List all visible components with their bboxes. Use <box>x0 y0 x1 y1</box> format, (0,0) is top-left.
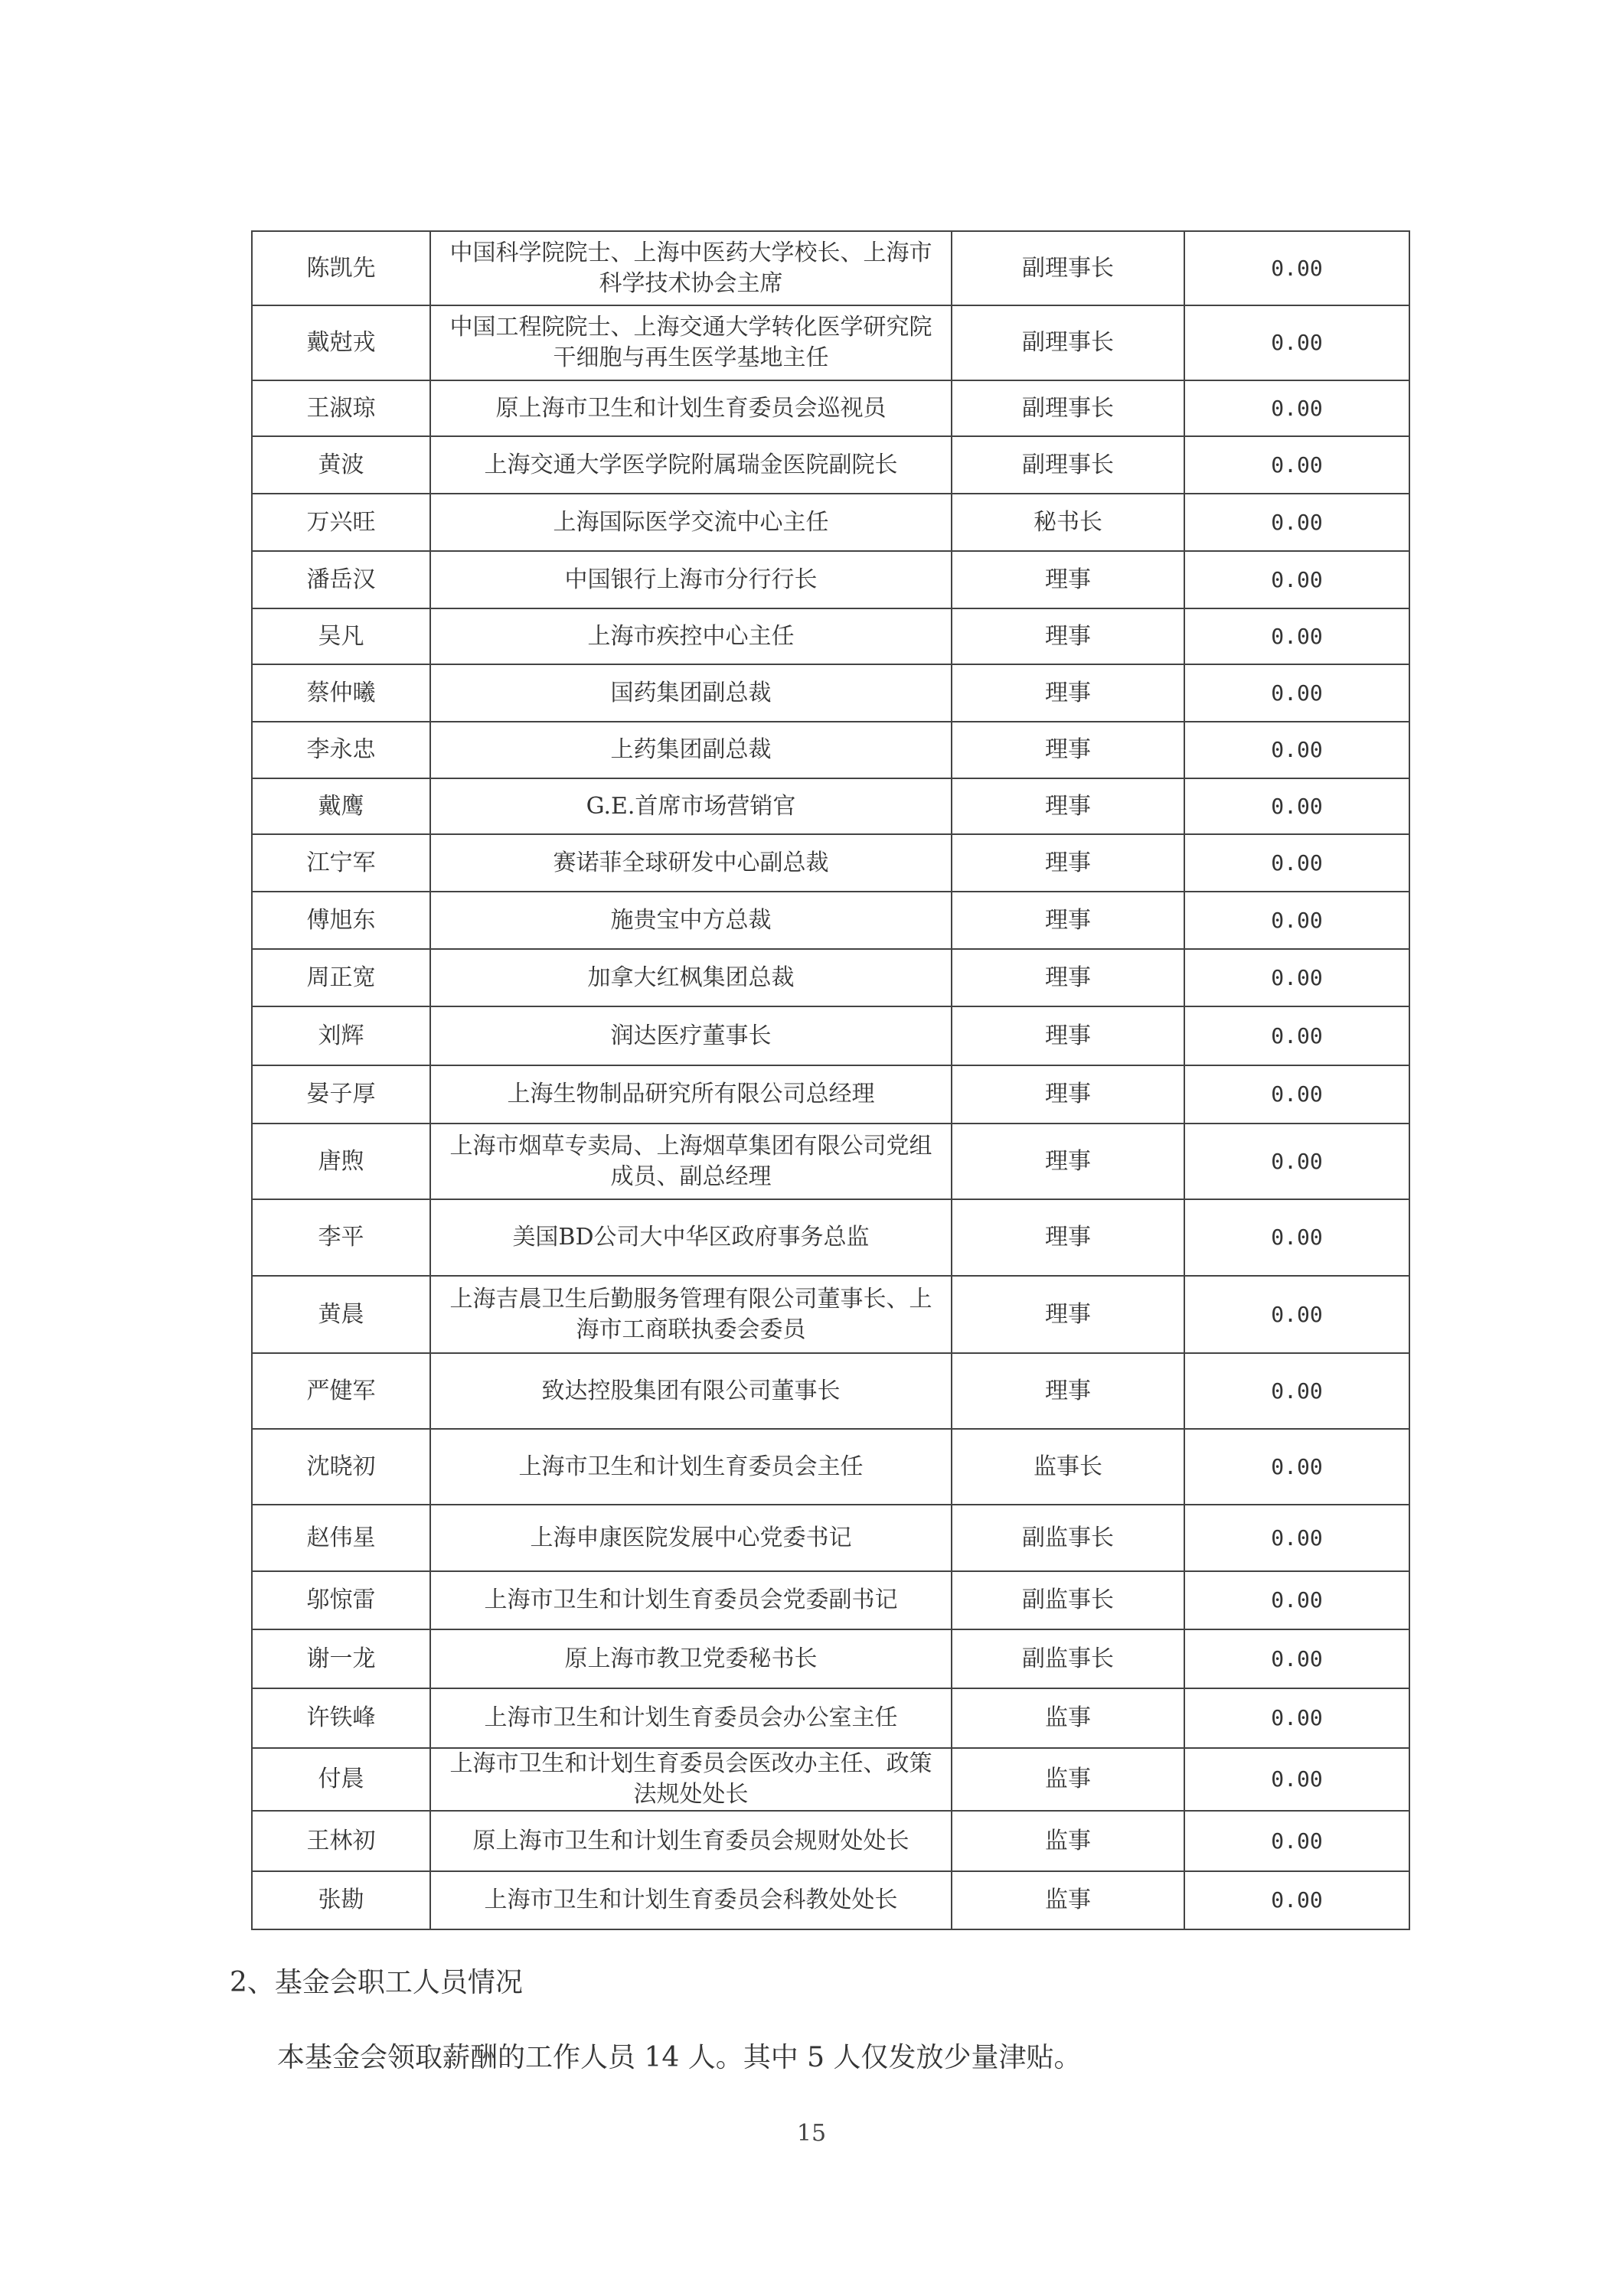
member-position: 上海国际医学交流中心主任 <box>430 494 952 551</box>
member-pay: 0.00 <box>1184 722 1409 778</box>
table-row <box>252 1065 1409 1124</box>
member-position: 原上海市卫生和计划生育委员会规财处处长 <box>430 1811 952 1871</box>
member-role: 理事 <box>952 551 1184 608</box>
table-row <box>252 1276 1409 1353</box>
member-pay: 0.00 <box>1184 1353 1409 1429</box>
table-row <box>252 1748 1409 1811</box>
member-name: 傅旭东 <box>252 892 430 949</box>
table-row <box>252 436 1409 494</box>
member-pay: 0.00 <box>1184 1199 1409 1276</box>
member-name: 潘岳汉 <box>252 551 430 608</box>
member-role: 理事 <box>952 664 1184 722</box>
table-row <box>252 949 1409 1006</box>
member-role: 副理事长 <box>952 305 1184 380</box>
member-position: 上海申康医院发展中心党委书记 <box>430 1505 952 1571</box>
member-pay: 0.00 <box>1184 1006 1409 1065</box>
member-role: 副理事长 <box>952 231 1184 305</box>
table-row <box>252 722 1409 778</box>
table-row <box>252 1688 1409 1748</box>
member-name: 谢一龙 <box>252 1629 430 1688</box>
section-heading: 2、基金会职工人员情况 <box>230 1967 523 1998</box>
member-pay: 0.00 <box>1184 436 1409 494</box>
member-pay: 0.00 <box>1184 1276 1409 1353</box>
member-position: 上海市卫生和计划生育委员会办公室主任 <box>430 1688 952 1748</box>
member-pay: 0.00 <box>1184 608 1409 664</box>
member-role: 监事 <box>952 1688 1184 1748</box>
table-row <box>252 834 1409 892</box>
member-position: 上海市卫生和计划生育委员会党委副书记 <box>430 1571 952 1629</box>
member-position: 上海市疾控中心主任 <box>430 608 952 664</box>
table-row <box>252 1811 1409 1871</box>
member-name: 万兴旺 <box>252 494 430 551</box>
table-row <box>252 1571 1409 1629</box>
table-row <box>252 305 1409 380</box>
member-pay: 0.00 <box>1184 231 1409 305</box>
table-row <box>252 778 1409 834</box>
member-role: 副监事长 <box>952 1505 1184 1571</box>
table-row <box>252 551 1409 608</box>
member-position: 上海市卫生和计划生育委员会科教处处长 <box>430 1871 952 1929</box>
table-row <box>252 494 1409 551</box>
member-pay: 0.00 <box>1184 892 1409 949</box>
staff-paragraph: 本基金会领取薪酬的工作人员 14 人。其中 5 人仅发放少量津贴。 <box>277 2042 1082 2073</box>
member-position: 上药集团副总裁 <box>430 722 952 778</box>
member-role: 秘书长 <box>952 494 1184 551</box>
member-name: 沈晓初 <box>252 1429 430 1505</box>
member-name: 晏子厚 <box>252 1065 430 1124</box>
member-role: 副监事长 <box>952 1571 1184 1629</box>
member-name: 黄波 <box>252 436 430 494</box>
member-role: 副监事长 <box>952 1629 1184 1688</box>
member-name: 邬惊雷 <box>252 1571 430 1629</box>
table-row <box>252 892 1409 949</box>
member-name: 王林初 <box>252 1811 430 1871</box>
table-row <box>252 231 1409 305</box>
member-pay: 0.00 <box>1184 1124 1409 1199</box>
member-role: 理事 <box>952 1124 1184 1199</box>
member-role: 理事 <box>952 892 1184 949</box>
member-role: 监事 <box>952 1748 1184 1811</box>
member-role: 理事 <box>952 778 1184 834</box>
member-name: 戴鹰 <box>252 778 430 834</box>
member-position: 美国BD公司大中华区政府事务总监 <box>430 1199 952 1276</box>
member-pay: 0.00 <box>1184 1629 1409 1688</box>
member-role: 理事 <box>952 1006 1184 1065</box>
member-name: 许铁峰 <box>252 1688 430 1748</box>
member-position: 施贵宝中方总裁 <box>430 892 952 949</box>
table-row <box>252 380 1409 436</box>
member-role: 副理事长 <box>952 380 1184 436</box>
member-pay: 0.00 <box>1184 1429 1409 1505</box>
member-position: 致达控股集团有限公司董事长 <box>430 1353 952 1429</box>
member-role: 理事 <box>952 834 1184 892</box>
member-pay: 0.00 <box>1184 1871 1409 1929</box>
table-row <box>252 1871 1409 1929</box>
member-role: 监事长 <box>952 1429 1184 1505</box>
member-position: 国药集团副总裁 <box>430 664 952 722</box>
board-compensation-table <box>251 230 1410 1930</box>
member-role: 监事 <box>952 1811 1184 1871</box>
table-row <box>252 1505 1409 1571</box>
member-position: 加拿大红枫集团总裁 <box>430 949 952 1006</box>
member-name: 张勘 <box>252 1871 430 1929</box>
table-row <box>252 608 1409 664</box>
table-row <box>252 1629 1409 1688</box>
member-position: 原上海市教卫党委秘书长 <box>430 1629 952 1688</box>
member-role: 理事 <box>952 1353 1184 1429</box>
member-pay: 0.00 <box>1184 1505 1409 1571</box>
member-name: 蔡仲曦 <box>252 664 430 722</box>
table-row <box>252 1429 1409 1505</box>
member-name: 严健军 <box>252 1353 430 1429</box>
member-position: 上海生物制品研究所有限公司总经理 <box>430 1065 952 1124</box>
table-row <box>252 1006 1409 1065</box>
member-name: 赵伟星 <box>252 1505 430 1571</box>
member-pay: 0.00 <box>1184 551 1409 608</box>
table-row <box>252 1353 1409 1429</box>
member-role: 理事 <box>952 1276 1184 1353</box>
member-pay: 0.00 <box>1184 778 1409 834</box>
member-name: 陈凯先 <box>252 231 430 305</box>
member-position: 原上海市卫生和计划生育委员会巡视员 <box>430 380 952 436</box>
member-name: 李永忠 <box>252 722 430 778</box>
member-position: 中国科学院院士、上海中医药大学校长、上海市科学技术协会主席 <box>430 231 952 305</box>
member-name: 刘辉 <box>252 1006 430 1065</box>
table-row <box>252 1124 1409 1199</box>
member-role: 理事 <box>952 1065 1184 1124</box>
member-role: 理事 <box>952 722 1184 778</box>
member-pay: 0.00 <box>1184 834 1409 892</box>
member-position: 润达医疗董事长 <box>430 1006 952 1065</box>
member-pay: 0.00 <box>1184 380 1409 436</box>
member-position: 上海市烟草专卖局、上海烟草集团有限公司党组成员、副总经理 <box>430 1124 952 1199</box>
member-pay: 0.00 <box>1184 1811 1409 1871</box>
member-position: 上海市卫生和计划生育委员会主任 <box>430 1429 952 1505</box>
member-pay: 0.00 <box>1184 1688 1409 1748</box>
member-position: 上海吉晨卫生后勤服务管理有限公司董事长、上海市工商联执委会委员 <box>430 1276 952 1353</box>
member-pay: 0.00 <box>1184 949 1409 1006</box>
table-row <box>252 664 1409 722</box>
table-row <box>252 1199 1409 1276</box>
member-position: 中国工程院院士、上海交通大学转化医学研究院干细胞与再生医学基地主任 <box>430 305 952 380</box>
member-name: 戴尅戎 <box>252 305 430 380</box>
member-pay: 0.00 <box>1184 305 1409 380</box>
member-pay: 0.00 <box>1184 1571 1409 1629</box>
member-position: 上海交通大学医学院附属瑞金医院副院长 <box>430 436 952 494</box>
member-name: 付晨 <box>252 1748 430 1811</box>
member-role: 副理事长 <box>952 436 1184 494</box>
member-position: 赛诺菲全球研发中心副总裁 <box>430 834 952 892</box>
member-role: 监事 <box>952 1871 1184 1929</box>
member-pay: 0.00 <box>1184 1065 1409 1124</box>
member-role: 理事 <box>952 1199 1184 1276</box>
member-position: 中国银行上海市分行行长 <box>430 551 952 608</box>
member-name: 周正宽 <box>252 949 430 1006</box>
member-pay: 0.00 <box>1184 664 1409 722</box>
member-name: 江宁军 <box>252 834 430 892</box>
member-pay: 0.00 <box>1184 494 1409 551</box>
member-name: 吴凡 <box>252 608 430 664</box>
member-name: 李平 <box>252 1199 430 1276</box>
member-role: 理事 <box>952 949 1184 1006</box>
member-name: 黄晨 <box>252 1276 430 1353</box>
page-number: 15 <box>796 2120 827 2147</box>
member-role: 理事 <box>952 608 1184 664</box>
member-name: 王淑琼 <box>252 380 430 436</box>
member-position: 上海市卫生和计划生育委员会医改办主任、政策法规处处长 <box>430 1748 952 1811</box>
member-pay: 0.00 <box>1184 1748 1409 1811</box>
member-position: G.E.首席市场营销官 <box>430 778 952 834</box>
member-name: 唐煦 <box>252 1124 430 1199</box>
